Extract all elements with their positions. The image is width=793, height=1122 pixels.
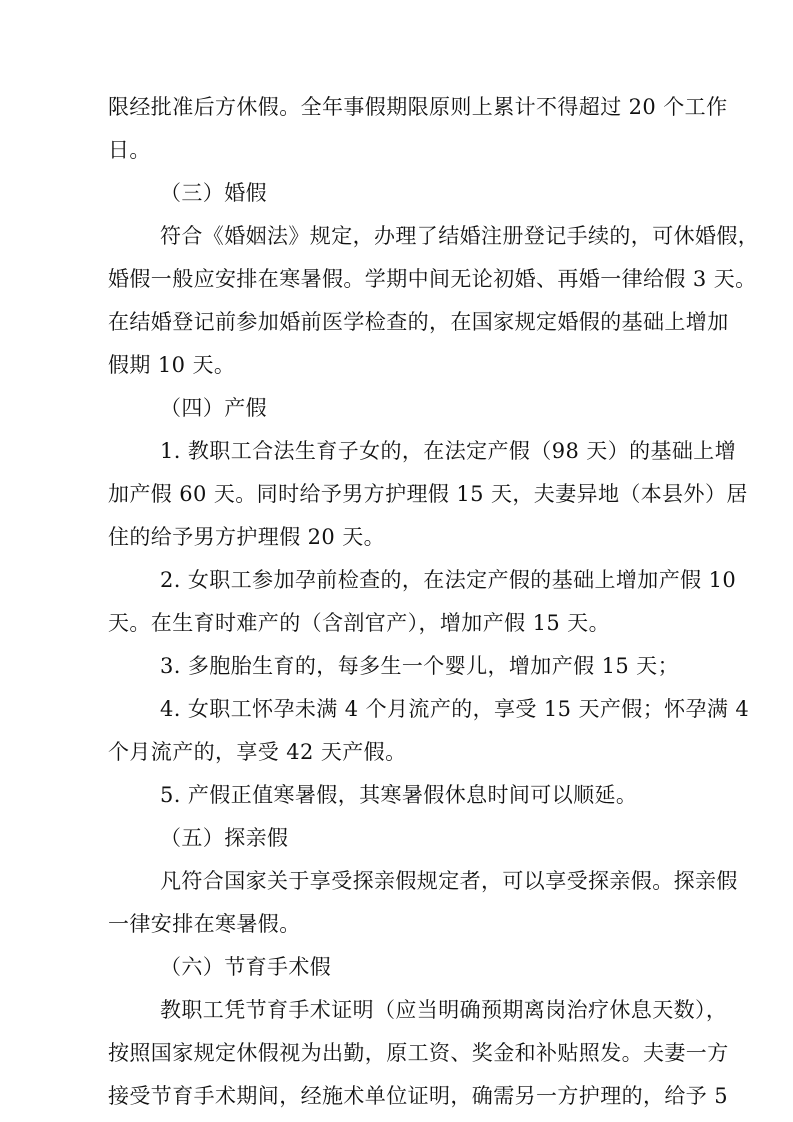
text-line-maternity-1a: 1. 教职工合法生育子女的，在法定产假（98 天）的基础上增 (160, 439, 737, 463)
text-line-day: 日。 (108, 138, 151, 162)
text-line-personal-leave-limit: 限经批准后方休假。全年事假期限原则上累计不得超过 20 个工作 (108, 95, 728, 119)
section-heading-marriage-leave: （三）婚假 (160, 181, 267, 205)
text-line-maternity-2a: 2. 女职工参加孕前检查的，在法定产假的基础上增加产假 10 (160, 568, 737, 592)
text-line-surgery-3: 接受节育手术期间，经施术单位证明，确需另一方护理的，给予 5 (108, 1084, 729, 1108)
text-line-surgery-1: 教职工凭节育手术证明（应当明确预期离岗治疗休息天数）， (160, 998, 728, 1022)
text-line-marriage-1: 符合《婚姻法》规定，办理了结婚注册登记手续的，可休婚假， (160, 224, 760, 248)
text-line-marriage-2: 婚假一般应安排在寒暑假。学期中间无论初婚、再婚一律给假 3 天。 (108, 267, 757, 291)
text-line-maternity-1c: 住的给予男方护理假 20 天。 (108, 525, 386, 549)
text-line-maternity-2b: 天。在生育时难产的（含剖官产），增加产假 15 天。 (108, 611, 610, 635)
text-line-maternity-5: 5. 产假正值寒暑假，其寒暑假休息时间可以顺延。 (160, 783, 638, 807)
text-line-family-visit-1: 凡符合国家关于享受探亲假规定者，可以享受探亲假。探亲假 (160, 869, 738, 893)
text-line-marriage-3: 在结婚登记前参加婚前医学检查的，在国家规定婚假的基础上增加 (108, 310, 729, 334)
text-line-family-visit-2: 一律安排在寒暑假。 (108, 912, 301, 936)
text-line-maternity-4b: 个月流产的，享受 42 天产假。 (108, 740, 407, 764)
text-line-maternity-1b: 加产假 60 天。同时给予男方护理假 15 天，夫妻异地（本县外）居 (108, 482, 748, 506)
section-heading-family-visit-leave: （五）探亲假 (160, 826, 289, 850)
section-heading-birth-control-surgery-leave: （六）节育手术假 (160, 955, 332, 979)
text-line-surgery-2: 按照国家规定休假视为出勤，原工资、奖金和补贴照发。夫妻一方 (108, 1041, 729, 1065)
section-heading-maternity-leave: （四）产假 (160, 396, 267, 420)
text-line-maternity-4a: 4. 女职工怀孕未满 4 个月流产的，享受 15 天产假；怀孕满 4 (160, 697, 750, 721)
text-line-marriage-4: 假期 10 天。 (108, 353, 236, 377)
text-line-maternity-3: 3. 多胞胎生育的，每多生一个婴儿，增加产假 15 天； (160, 654, 679, 678)
